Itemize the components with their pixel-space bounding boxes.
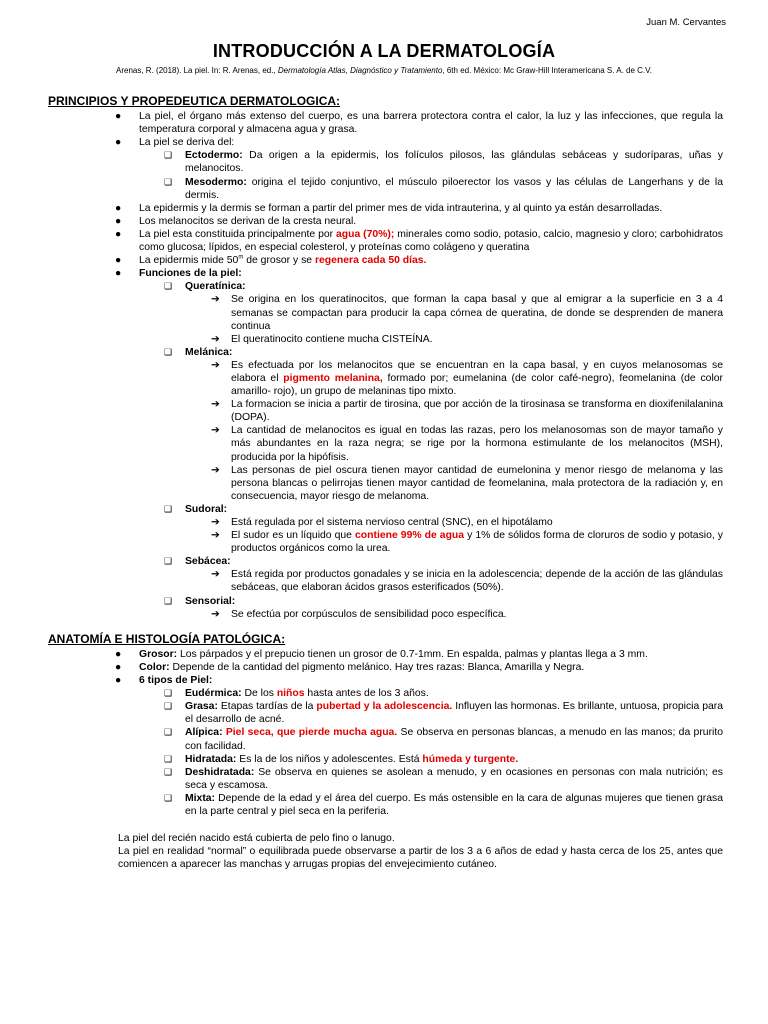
reference-citation: Arenas, R. (2018). La piel. In: R. Arenas, ed., Dermatología Atlas, Diagnóstico y Tratamiento, 6th ed. México: Mc Graw-Hill Interamericana S. A. de C.V. [116, 66, 652, 75]
principios-list [48, 110, 723, 621]
list-item: ➔ Está regida por productos gonadales y se inicia en la adolescencia; depende de la acción de las glándulas sebáceas, que elaboran ácidos grasos esterificados (50%). [211, 569, 723, 594]
list-item: ● La epidermis mide 50$^m$ de grosor y se regenera cada 50 días. [115, 254, 427, 267]
list-item: ❑ Deshidratada: Se observa en quienes se asolean a menudo, y en ocasiones en personas con mala nutrición; es seca y escamosa. [164, 766, 723, 791]
checkbox-icon: ❑ [164, 346, 173, 357]
list-item: ● La epidermis y la dermis se forman a partir del primer mes de vida intrauterina, y al quinto ya están desarrolladas. [115, 202, 663, 214]
bullet-icon: ● [115, 675, 122, 687]
author-name: Juan M. Cervantes [646, 17, 726, 28]
list-item: ➔ El sudor es un líquido que contiene 99% de agua y 1% de sólidos forma de cloruros de sodio y potasio, y productos orgánicos como la urea. [211, 530, 724, 555]
arrow-icon: ➔ [211, 294, 220, 306]
list-item: ❑ Mesodermo: origina el tejido conjuntivo, el músculo piloerector los vasos y las células de Langerhans y de la dermis. [164, 176, 723, 201]
list-item: ➔ Las personas de piel oscura tienen mayor cantidad de eumelonina y menor riesgo de melanoma y las persona blancas o pelirrojas tienen mayor cantidad de feomelanina, mala protectora de la radiación y, en consecuencia, mayor riesgo de melanoma. [211, 464, 723, 502]
checkbox-icon: ❑ [164, 150, 173, 161]
list-item: ❑ Queratínica: ➔ Se origina en los queratinocitos, que forman la capa basal y que al emigrar a la superficie en 3 a 4 semanas se compactan para producir la capa córnea de queratina, de donde se desprenden de manera continua ➔ El queratinocito contiene mucha CISTEÍNA. [48, 280, 723, 345]
bullet-icon: ● [115, 255, 122, 267]
list-item: ❑ Mixta: Depende de la edad y el área del cuerpo. Es más ostensible en la cara de algunas mujeres que tienen grasa en la parte central y piel seca en la periferia. [164, 792, 723, 817]
checkbox-icon: ❑ [164, 753, 173, 764]
list-item: ❑ Sebácea: ➔ Está regida por productos gonadales y se inicia en la adolescencia; depende de la acción de las glándulas sebáceas, que elaboran ácidos grasos esterificados (50%). [48, 555, 723, 594]
arrow-icon: ➔ [211, 464, 220, 476]
bullet-icon: ● [115, 111, 122, 123]
anatomia-list [48, 648, 723, 818]
bullet-icon: ● [115, 215, 122, 227]
list-item: ● La piel esta constituida principalmente por agua (70%); minerales como sodio, potasio, calcio, magnesio y cloro; carbohidratos como glucosa; lípidos, en especial colesterol, y proteínas como colágeno y queratina [115, 228, 723, 254]
list-item: ❑ Sensorial: ➔ Se efectúa por corpúsculos de sensibilidad poco específica. [48, 595, 723, 621]
arrow-icon: ➔ [211, 333, 220, 345]
closing-paragraph [48, 832, 723, 871]
paragraph-line: La piel del recién nacido está cubierta de pelo fino o lanugo. [118, 833, 395, 845]
arrow-icon: ➔ [211, 569, 220, 581]
checkbox-icon: ❑ [164, 503, 173, 514]
list-item: ● La piel se deriva del: ❑ Ectodermo: Da origen a la epidermis, los folículos pilosos, las glándulas sebáceas y sudoríparas, uñas y melanocitos. ❑ Mesodermo: origina el tejido conjuntivo, el músculo piloerector los vasos y las células de Langerhans y de la dermis. [48, 136, 723, 201]
list-item: ❑ Sudoral: ➔ Está regulada por el sistema nervioso central (SNC), en el hipotálamo ➔ El sudor es un líquido que contiene 99% de agua y 1% de sólidos forma de cloruros de sodio y potasio, y productos orgánicos como la urea. [48, 503, 723, 555]
list-item: ➔ Se efectúa por corpúsculos de sensibilidad poco específica. [211, 608, 507, 620]
list-item: ● La piel, el órgano más extenso del cuerpo, es una barrera protectora contra el calor, la luz y las infecciones, que regula la temperatura corporal y almacena agua y grasa. [115, 111, 723, 136]
list-item: ➔ La cantidad de melanocitos es igual en todas las razas, pero los melanosomas son de mayor tamaño y más abundantes en la raza negra; se rige por la hormona estimulante de los melanocitos (MSH), producida por la hipófisis. [211, 425, 723, 463]
list-item: ➔ Se origina en los queratinocitos, que forman la capa basal y que al emigrar a la superficie en 3 a 4 semanas se compactan para producir la capa córnea de queratina, de donde se desprenden de manera continua [211, 294, 723, 332]
checkbox-icon: ❑ [164, 281, 173, 292]
checkbox-icon: ❑ [164, 766, 173, 777]
list-item: ❑ Grasa: Etapas tardías de la pubertad y la adolescencia. Influyen las hormonas. Es brillante, untuosa, propicia para el desarrollo de acné. [164, 701, 723, 726]
bullet-icon: ● [115, 137, 122, 149]
list-item: ❑ Melánica: ➔ Es efectuada por los melanocitos que se encuentran en la capa basal, y en cuyos melanosomas se elabora el pigmento melanina, formado por; eumelanina (de color café-negro), feomelanina (de color amarillo- rojo), un grupo de melaninas tipo mixto. ➔ La formacion se inicia a partir de tirosina, que por acción de la tirosinasa se transforma en dioxifenilalanina (DOPA). ➔ La cantidad de melanocitos es igual en todas las razas, pero los melanosomas son de mayor tamaño y más abundantes en la raza negra; se rige por la hormona estimulante de los melanocitos (MSH), producida por la hipófisis. ➔ Las personas de piel oscura tienen mayor cantidad de eumelonina y menor riesgo de melanoma y las persona blancas o pelirrojas tienen mayor cantidad de feomelanina, mala protectora de la radiación y, en consecuencia, mayor riesgo de melanoma. [48, 346, 723, 503]
list-item: ❑ Hidratada: Es la de los niños y adolescentes. Está húmeda y turgente. [164, 753, 519, 765]
bullet-icon: ● [115, 661, 122, 673]
bullet-icon: ● [115, 202, 122, 214]
arrow-icon: ➔ [211, 608, 220, 620]
list-item: ● Grosor: Los párpados y el prepucio tienen un grosor de 0.7-1mm. En espalda, palmas y plantas llega a 3 mm. [115, 648, 648, 660]
list-item: ➔ Está regulada por el sistema nervioso central (SNC), en el hipotálamo [211, 517, 553, 528]
document-title: INTRODUCCIÓN A LA DERMATOLOGÍA [212, 41, 556, 61]
list-item: ❑ Eudérmica: De los niños hasta antes de los 3 años. [164, 688, 429, 700]
arrow-icon: ➔ [211, 517, 220, 528]
paragraph-line: La piel en realidad “normal” o equilibrada puede observarse a partir de los 3 a 6 años de edad y hasta cerca de los 25, antes que comiencen a aparecer las manchas y arrugas propias del envejecimiento cutáneo. [118, 846, 723, 871]
bullet-icon: ● [115, 648, 122, 660]
section-heading-principios: PRINCIPIOS Y PROPEDEUTICA DERMATOLOGICA: [48, 94, 341, 108]
checkbox-icon: ❑ [164, 792, 173, 803]
list-item: ● 6 tipos de Piel: ❑ Eudérmica: De los niños hasta antes de los 3 años. ❑ Grasa: Etapas tardías de la pubertad y la adolescencia. Influyen las hormonas. Es brillante, untuosa, propicia para el desarrollo de acné. ❑ Alípica: Piel seca, que pierde mucha agua. Se observa en personas blancas, a menudo en las manos; da prurito con facilidad. ❑ Hidratada: Es la de los niños y adolescentes. Está húmeda y turgente. ❑ Deshidratada: Se observa en quienes se asolean a menudo, y en ocasiones en personas con mala nutrición; es seca y escamosa. ❑ Mixta: Depende de la edad y el área del cuerpo. Es más ostensible en la cara de algunas mujeres que tienen grasa en la parte central y piel seca en la periferia. [48, 674, 723, 818]
checkbox-icon: ❑ [164, 701, 173, 712]
arrow-icon: ➔ [211, 530, 220, 542]
list-item: ● Los melanocitos se derivan de la cresta neural. [115, 215, 357, 227]
checkbox-icon: ❑ [164, 688, 173, 699]
list-item: ❑ Ectodermo: Da origen a la epidermis, los folículos pilosos, las glándulas sebáceas y sudoríparas, uñas y melanocitos. [164, 150, 723, 175]
list-item: ➔ El queratinocito contiene mucha CISTEÍNA. [211, 333, 433, 345]
arrow-icon: ➔ [211, 399, 220, 411]
bullet-icon: ● [115, 268, 122, 280]
list-item: ❑ Alípica: Piel seca, que pierde mucha agua. Se observa en personas blancas, a menudo en las manos; da prurito con facilidad. [164, 727, 724, 752]
arrow-icon: ➔ [211, 359, 220, 371]
arrow-icon: ➔ [211, 425, 220, 437]
checkbox-icon: ❑ [164, 727, 173, 738]
list-item: ➔ La formacion se inicia a partir de tirosina, que por acción de la tirosinasa se transforma en dioxifenilalanina (DOPA). [211, 399, 723, 424]
section-heading-anatomia: ANATOMÍA E HISTOLOGÍA PATOLÓGICA: [48, 631, 286, 646]
list-item: ➔ Es efectuada por los melanocitos que se encuentran en la capa basal, y en cuyos melanosomas se elabora el pigmento melanina, formado por; eumelanina (de color café-negro), feomelanina (de color amarillo- rojo), un grupo de melaninas tipo mixto. [211, 359, 723, 398]
bullet-icon: ● [115, 228, 122, 240]
checkbox-icon: ❑ [164, 176, 173, 187]
list-item: ● Funciones de la piel: ❑ Queratínica: ➔ Se origina en los queratinocitos, que forman la capa basal y que al emigrar a la superficie en 3 a 4 semanas se compactan para producir la capa córnea de queratina, de donde se desprenden de manera continua ➔ El queratinocito contiene mucha CISTEÍNA. ❑ Melánica: ➔ Es efectuada por los melanocitos que se encuentran en la capa basal, y en cuyos melanosomas se elabora el pigmento melanina, formado por; eumelanina (de color café-negro), feomelanina (de color amarillo- rojo), un grupo de melaninas tipo mixto. ➔ La formacion se inicia a partir de tirosina, que por acción de la tirosinasa se transforma en dioxifenilalanina (DOPA). ➔ La cantidad de melanocitos es igual en todas las razas, pero los melanosomas son de mayor tamaño y más abundantes en la raza negra; se rige por la hormona estimulante de los melanocitos (MSH), producida por la hipófisis. ➔ Las personas de piel oscura tienen mayor cantidad de eumelonina y menor riesgo de melanoma y las persona blancas o pelirrojas tienen mayor cantidad de feomelanina, mala protectora de la radiación y, en consecuencia, mayor riesgo de melanoma. ❑ Sudoral: ➔ Está regulada por el sistema nervioso central (SNC), en el hipotálamo ➔ El sudor es un líquido que contiene 99% de agua y 1% de sólidos forma de cloruros de sodio y potasio, y productos orgánicos como la urea. ❑ Sebácea: ➔ Está regida por productos gonadales y se inicia en la adolescencia; depende de la acción de las glándulas sebáceas, que elaboran ácidos grasos esterificados (50%). ❑ Sensorial: ➔ Se efectúa por corpúsculos de sensibilidad poco específica. [48, 267, 723, 621]
list-item: ● Color: Depende de la cantidad del pigmento melánico. Hay tres razas: Blanca, Amarilla y Negra. [115, 661, 585, 673]
checkbox-icon: ❑ [164, 556, 173, 567]
checkbox-icon: ❑ [164, 595, 173, 606]
document-body [48, 95, 723, 871]
